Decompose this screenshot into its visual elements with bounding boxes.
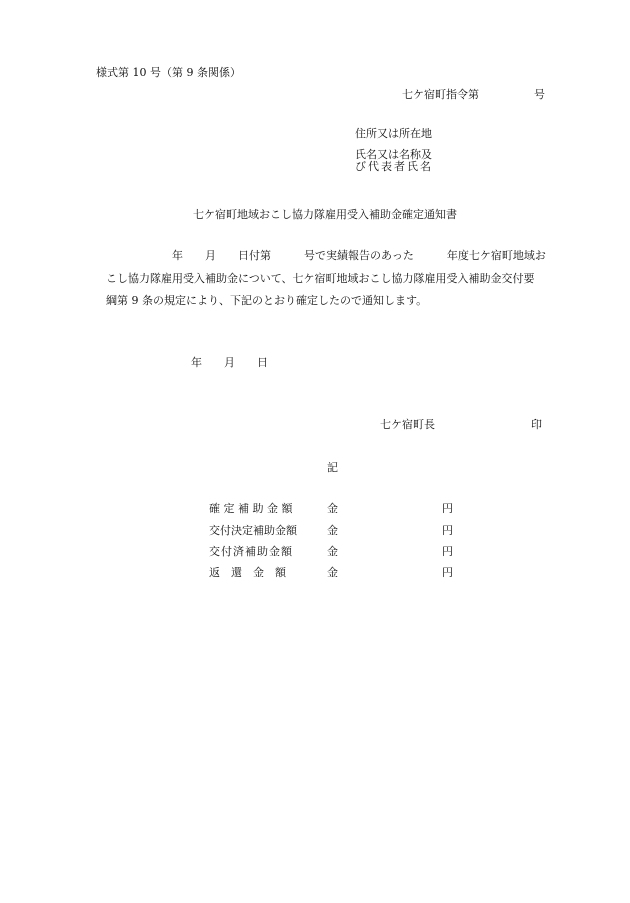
currency-prefix: 金 xyxy=(327,524,338,537)
currency-prefix: 金 xyxy=(327,502,338,515)
body-text-line-2: こし協力隊雇用受入補助金について、七ケ宿町地域おこし協力隊雇用受入補助金交付要 xyxy=(95,272,535,285)
address-label: 住所又は所在地 xyxy=(355,127,432,140)
body-text-line-3: 綱第 9 条の規定により、下記のとおり確定したので通知します。 xyxy=(95,294,428,307)
order-number-field: 七ケ宿町指令第 号 xyxy=(402,88,545,101)
amount-label: 確 定 補 助 金 額 xyxy=(209,502,293,515)
yen-unit: 円 xyxy=(442,566,453,579)
amount-label: 交付済補助金額 xyxy=(209,545,293,558)
name-label-line2: び代表者氏名 xyxy=(355,160,433,173)
name-label xyxy=(355,149,433,173)
name-label-line1: 氏名又は名称及 xyxy=(355,148,432,161)
form-number-label: 様式第 10 号（第 9 条関係） xyxy=(96,66,241,79)
amount-label: 交付決定補助金額 xyxy=(209,524,297,537)
currency-prefix: 金 xyxy=(327,566,338,579)
yen-unit: 円 xyxy=(442,545,453,558)
ki-heading: 記 xyxy=(327,461,338,474)
document-title: 七ケ宿町地域おこし協力隊雇用受入補助金確定通知書 xyxy=(193,208,457,221)
body-text-line-1: 年 月 日付第 号で実績報告のあった 年度七ケ宿町地域お xyxy=(95,249,546,262)
mayor-title: 七ケ宿町長 xyxy=(380,418,435,431)
seal-mark: 印 xyxy=(531,418,542,431)
yen-unit: 円 xyxy=(442,502,453,515)
issue-date: 年 月 日 xyxy=(191,356,268,369)
currency-prefix: 金 xyxy=(327,545,338,558)
amount-label: 返 還 金 額 xyxy=(209,566,286,579)
yen-unit: 円 xyxy=(442,524,453,537)
